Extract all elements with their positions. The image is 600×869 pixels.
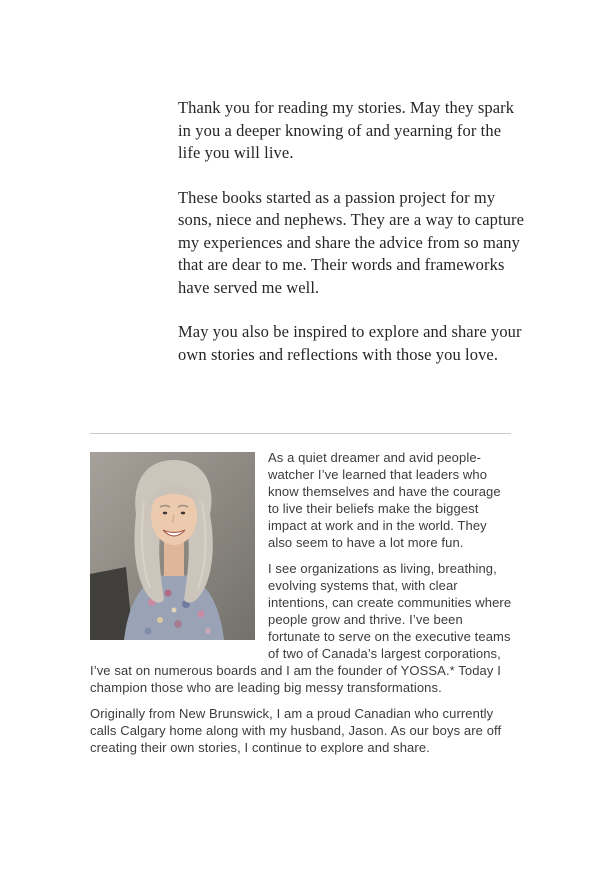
author-bio-section: [90, 449, 514, 756]
intro-paragraph-2: These books started as a passion project for my sons, niece and nephews. They are a way to capture my experiences and share the advice from so many that are dear to me. Their words and frameworks have served me well.: [178, 187, 525, 297]
author-portrait-photo: [90, 452, 255, 640]
bio-paragraph-2: I see organizations as living, breathing, evolving systems that, with clear intentions, can create communities where people grow and thrive. I’ve been fortunate to serve on the executive teams of two of Canada’s largest corporations, I’ve sat on numerous boards and I am the founder of YOSSA.* Today I champion those who are leading big messy transformations.: [90, 561, 512, 695]
intro-paragraph-1: Thank you for reading my stories. May they spark in you a deeper knowing of and yearning for the life you will live.: [178, 98, 515, 162]
section-divider: [90, 433, 511, 434]
bio-paragraph-1: As a quiet dreamer and avid people-watcher I’ve learned that leaders who know themselves and have the courage to live their beliefs make the biggest impact at work and in the world. They also seem to have a lot more fun.: [268, 450, 501, 550]
intro-paragraph-3: May you also be inspired to explore and share your own stories and reflections with those you love.: [178, 322, 522, 364]
bio-paragraph-3: Originally from New Brunswick, I am a proud Canadian who currently calls Calgary home along with my husband, Jason. As our boys are off creating their own stories, I continue to explore and share.: [90, 706, 502, 755]
intro-section: [178, 97, 526, 388]
author-portrait-illustration: [90, 452, 255, 640]
